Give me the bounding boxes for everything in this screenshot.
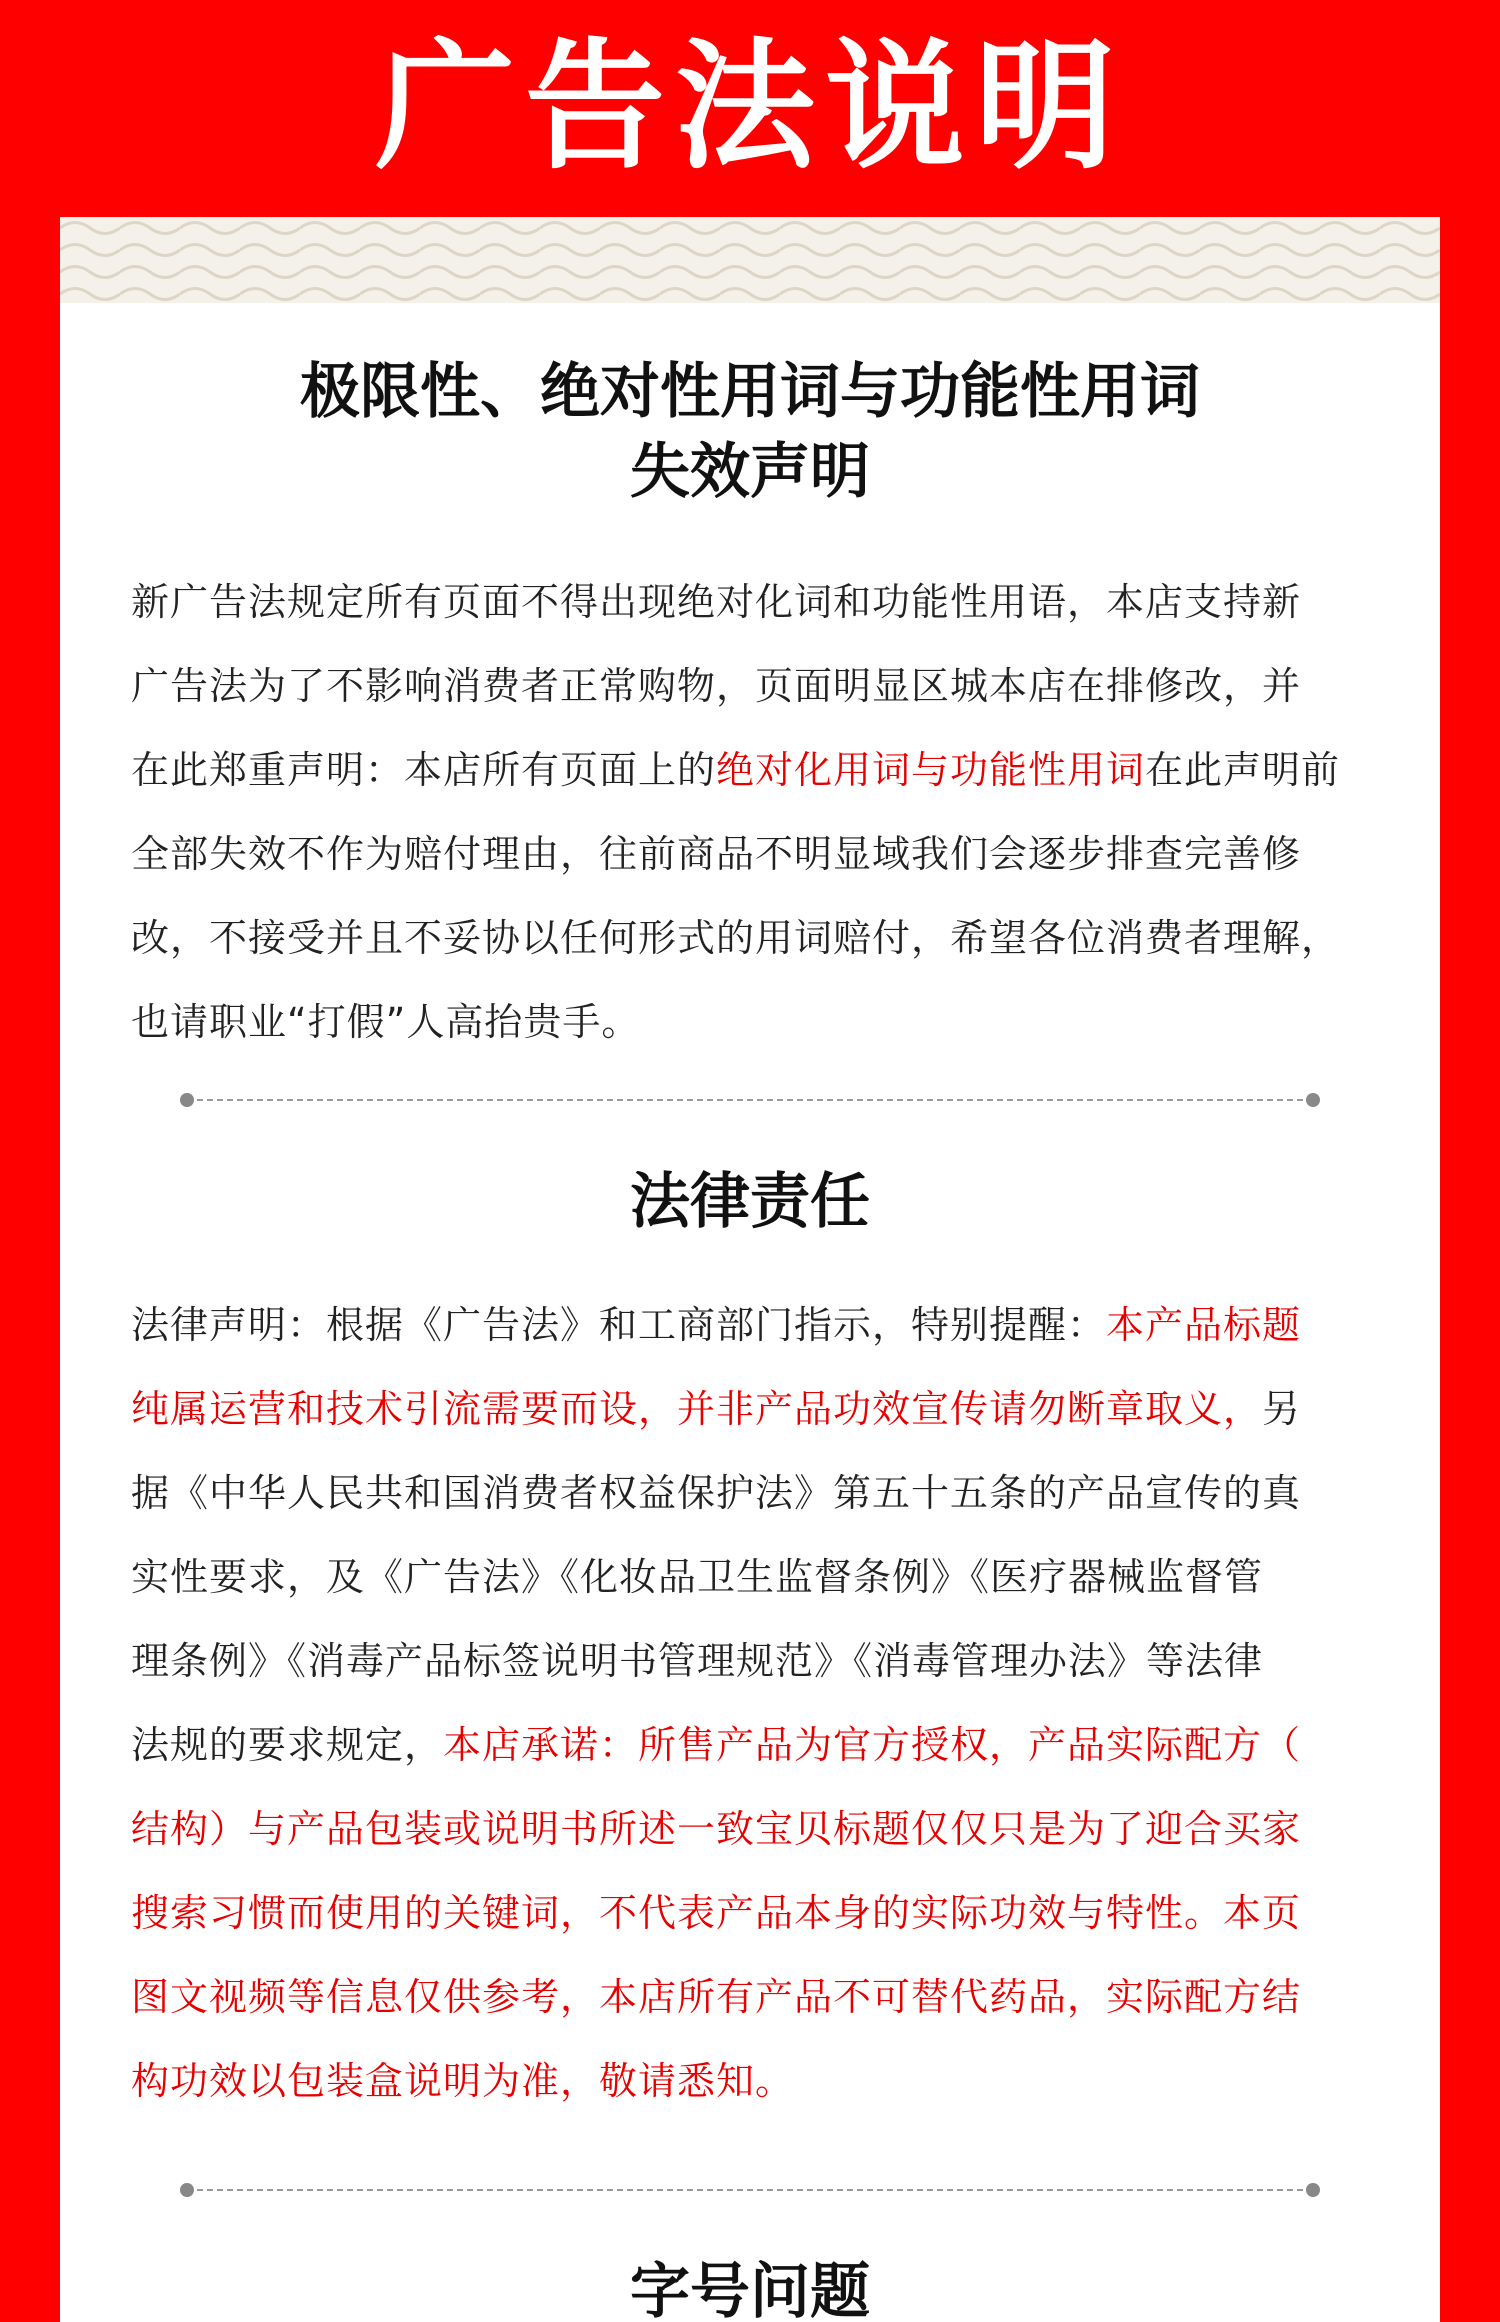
- section2-body: [131, 1283, 1431, 2123]
- content-card: [60, 217, 1440, 2322]
- highlight-text: 纯属运营和技术引流需要而设，并非产品功效宣传请勿断章取义，: [131, 1387, 1263, 1431]
- body-text-segment: 法律声明：根据《广告法》和工商部门指示，特别提醒：: [131, 1303, 1107, 1347]
- paragraph-line: [131, 1367, 1431, 1451]
- highlight-text: 绝对化用词与功能性用词: [716, 748, 1146, 792]
- paragraph-line: [131, 2039, 1431, 2123]
- paragraph-line: [131, 1283, 1431, 1367]
- body-text-segment: 法规的要求规定，: [131, 1723, 444, 1767]
- paragraph-line: [131, 644, 1431, 728]
- paragraph-line: [131, 1955, 1431, 2039]
- paragraph-line: [131, 1871, 1431, 1955]
- body-text-segment: 也请职业“打假”人高抬贵手。: [131, 1000, 641, 1044]
- highlight-text: 图文视频等信息仅供参考，本店所有产品不可替代药品，实际配方结: [131, 1975, 1302, 2019]
- body-text-segment: 在此郑重声明：本店所有页面上的: [131, 748, 717, 792]
- highlight-text: 本店承诺：所售产品为官方授权，产品实际配方（: [443, 1723, 1302, 1767]
- paragraph-line: [131, 1787, 1431, 1871]
- paragraph-line: [131, 812, 1431, 896]
- paragraph-line: [131, 980, 1431, 1064]
- highlight-text: 构功效以包装盒说明为准，敬请悉知。: [131, 2059, 795, 2103]
- body-text-segment: 在此声明前: [1145, 748, 1341, 792]
- section-divider: [180, 1093, 1320, 1107]
- section3-title: 字号问题: [630, 2257, 870, 2322]
- section2-title: 法律责任: [630, 1167, 870, 1237]
- body-text-segment: 全部失效不作为赔付理由，往前商品不明显域我们会逐步排查完善修: [131, 832, 1302, 876]
- highlight-text: 结构）与产品包装或说明书所述一致宝贝标题仅仅只是为了迎合买家: [131, 1807, 1302, 1851]
- section1-body: [131, 560, 1431, 1064]
- highlight-text: 搜索习惯而使用的关键词，不代表产品本身的实际功效与特性。本页: [131, 1891, 1302, 1935]
- section1-title-line1: 极限性、绝对性用词与功能性用词: [300, 357, 1200, 427]
- wave-pattern-header: [60, 217, 1440, 303]
- page-banner-title: 广告法说明: [374, 26, 1125, 189]
- paragraph-line: [131, 560, 1431, 644]
- highlight-text: 本产品标题: [1106, 1303, 1302, 1347]
- paragraph-line: [131, 1619, 1431, 1703]
- section-divider: [180, 2183, 1320, 2197]
- section1-title-line2: 失效声明: [630, 437, 870, 507]
- paragraph-line: [131, 896, 1431, 980]
- body-text-segment: 据《中华人民共和国消费者权益保护法》第五十五条的产品宣传的真: [131, 1471, 1302, 1515]
- body-text-segment: 理条例》《消毒产品标签说明书管理规范》《消毒管理办法》等法律: [131, 1639, 1264, 1683]
- paragraph-line: [131, 1451, 1431, 1535]
- paragraph-line: [131, 728, 1431, 812]
- body-text-segment: 广告法为了不影响消费者正常购物，页面明显区城本店在排修改，并: [131, 664, 1302, 708]
- paragraph-line: [131, 1703, 1431, 1787]
- body-text-segment: 实性要求，及《广告法》《化妆品卫生监督条例》《医疗器械监督管: [131, 1555, 1264, 1599]
- body-text-segment: 新广告法规定所有页面不得出现绝对化词和功能性用语，本店支持新: [131, 580, 1302, 624]
- body-text-segment: 改，不接受并且不妥协以任何形式的用词赔付，希望各位消费者理解，: [131, 916, 1341, 960]
- body-text-segment: 另: [1262, 1387, 1302, 1431]
- paragraph-line: [131, 1535, 1431, 1619]
